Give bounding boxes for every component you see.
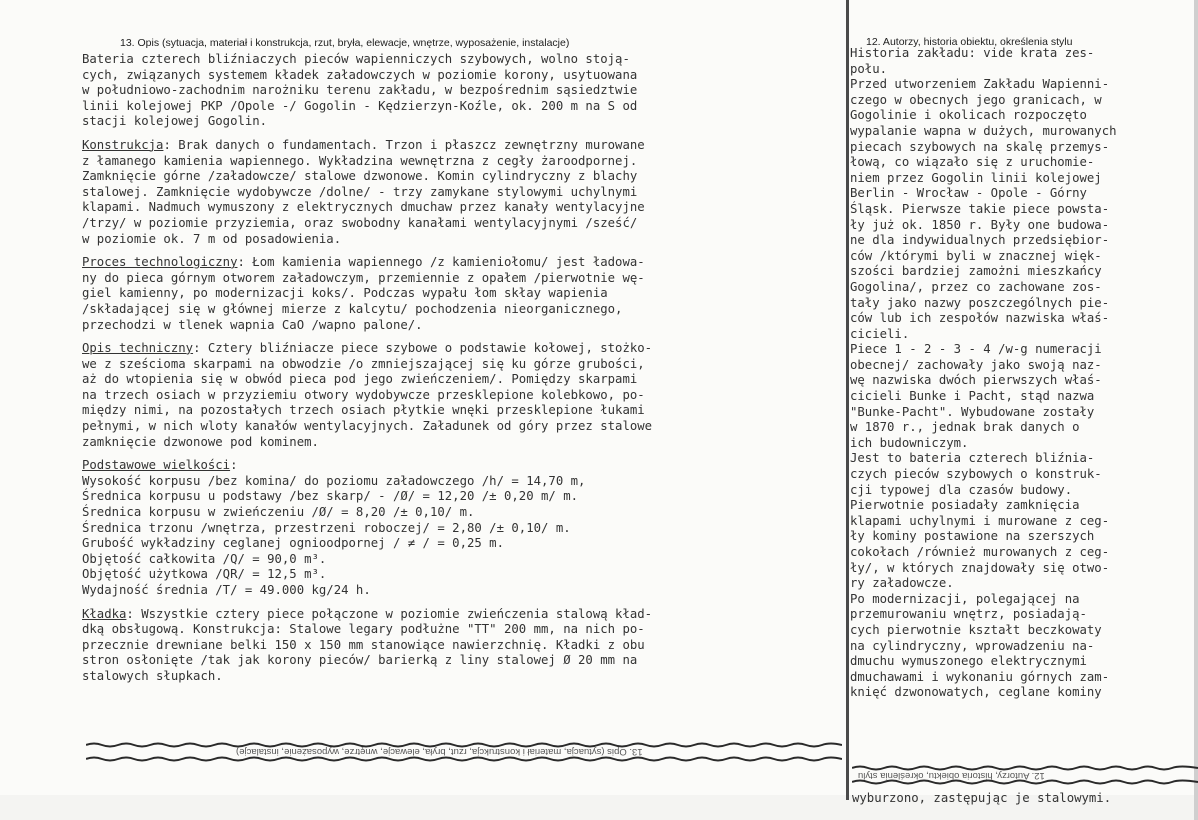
left-footer-band <box>86 740 842 764</box>
text-line: Jest to bateria czterech bliźnia- <box>850 451 1095 466</box>
text-line: Historia zakładu: vide krata zes- <box>850 46 1095 60</box>
paragraph-gap <box>82 450 842 458</box>
text-line: Berlin - Wrocław - Opole - Górny <box>850 186 1087 201</box>
text-line: knięć dzwonowatych, ceglane kominy <box>850 685 1102 700</box>
text-line: szości bardziej zamożni mieszkańcy <box>850 264 1102 279</box>
text-line: pełnymi, w nich wloty kanałów wentylacyjnych. Załadunek od góry przez stalowe <box>82 419 653 434</box>
paragraph-gap <box>82 130 842 138</box>
text-line: cicieli. <box>850 326 910 341</box>
text-line: Średnica korpusu w zwieńczeniu /Ø/ = 8,20 /± 0,10/ m. <box>82 505 475 520</box>
text-line: Bateria czterech bliźniaczych pieców wapienniczych szybowych, wolno stoją- <box>82 52 630 66</box>
description-column <box>82 52 842 685</box>
text-line: linii kolejowej PKP /Opole -/ Gogolin - Kędzierzyn-Koźle, ok. 200 m na S od <box>82 98 638 113</box>
section-heading: Proces technologiczny <box>82 255 238 270</box>
paragraph-gap <box>82 599 842 607</box>
text-line: /trzy/ w poziomie przyziemia, oraz swobodny kanałami wentylacyjnymi /sześć/ <box>82 215 638 230</box>
text-line: Objętość użytkowa /QR/ = 12,5 m³. <box>82 567 327 582</box>
text-line: stalowej. Zamknięcie wydobywcze /dolne/ - trzy zamykane stylowymi uchylnymi <box>82 184 638 199</box>
text-line: piecach szybowych na skalę przemys- <box>850 139 1110 154</box>
history-column <box>850 46 1196 701</box>
text-line: /składającej się w głównej mierze z kalcytu/ pochodzenia nieorganicznego, <box>82 301 623 316</box>
text-line: w poziomie ok. 7 m od posadowienia. <box>82 231 342 246</box>
text-line: Piece 1 - 2 - 3 - 4 /w-g numeracji <box>850 342 1102 357</box>
text-line: "Bunke-Pacht". Wybudowane zostały <box>850 404 1095 419</box>
text-line: Konstrukcja: Brak danych o fundamentach. Trzon i płaszcz zewnętrzny murowane <box>82 137 645 152</box>
text-line: cji typowej dla czasów budowy. <box>850 482 1073 497</box>
right-footer-band <box>852 764 1198 788</box>
text-line: czych pieców szybowych o konstruk- <box>850 467 1102 482</box>
text-line: ry załadowcze. <box>850 576 954 591</box>
text-line: tały jako nazwy poszczególnych pie- <box>850 295 1110 310</box>
paragraph-gap <box>82 247 842 255</box>
text-line: ców /którymi byli w znacznej więk- <box>850 248 1102 263</box>
text-line: wypalanie wapna w dużych, murowanych <box>850 123 1117 138</box>
text-line: między nimi, na pozostałych trzech osiach płytkie wnęki przesklepione łukami <box>82 403 645 418</box>
text-line: Pierwotnie posiadały zamknięcia <box>850 498 1080 513</box>
text-line: Proces technologiczny: Łom kamienia wapiennego /z kamieniołomu/ jest ładowa- <box>82 255 645 270</box>
text-line: ców lub ich zespołów nazwiska właś- <box>850 311 1110 326</box>
text-line: przecznie drewniane belki 150 x 150 mm stanowiące nawierzchnię. Kładki z obu <box>82 637 645 652</box>
text-line: z łamanego kamienia wapiennego. Wykładzina wewnętrzna z cegły żaroodpornej. <box>82 153 638 168</box>
text-line: na trzech osiach w przyziemiu otwory wydobywcze przesklepione kolebkowo, po- <box>82 387 645 402</box>
text-line: ny do pieca górnym otworem załadowczym, przemiennie z opałem /pierwotnie wę- <box>82 270 645 285</box>
text-line: łową, co wiązało się z uruchomie- <box>850 155 1095 170</box>
text-line: Grubość wykładziny ceglanej ognioodpornej / ≠ / = 0,25 m. <box>82 536 504 551</box>
text-line: aż do wtopienia się w obwód pieca pod jego zwieńczeniem/. Pomiędzy skarpami <box>82 372 638 387</box>
description-paragraph <box>82 52 842 130</box>
text-line: w 1870 r., jednak brak danych o <box>850 420 1080 435</box>
description-paragraph <box>82 458 842 598</box>
text-line: Gogolinie i okolicach rozpoczęto <box>850 108 1087 123</box>
text-line: obecnej/ zachowały jako swoją naz- <box>850 357 1102 372</box>
text-line: Kładka: Wszystkie cztery piece połączone w poziomie zwieńczenia stalową kład- <box>82 606 653 621</box>
text-line: na cylindryczny, wprowadzeniu na- <box>850 638 1095 653</box>
section-heading: Opis techniczny <box>82 341 194 356</box>
description-paragraph <box>82 255 842 333</box>
section-heading: Podstawowe wielkości <box>82 458 231 473</box>
text-line: dmuchu wymuszonego elektrycznymi <box>850 654 1087 669</box>
text-line: czego w obecnych jego granicach, w <box>850 92 1102 107</box>
text-line: we z sześcioma skarpami na obwodzie /o zmniejszającej się ku górze grubości, <box>82 356 645 371</box>
text-line: połu. <box>850 61 888 76</box>
text-line: cych pierwotnie kształt beczkowaty <box>850 622 1102 637</box>
text-line: ich budowniczym. <box>850 435 969 450</box>
text-line: Wysokość korpusu /bez komina/ do poziomu załadowczego /h/ = 14,70 m, <box>82 473 586 488</box>
text-line: dką obsługową. Konstrukcja: Stalowe legary podłużne "TT" 200 mm, na nich po- <box>82 622 645 637</box>
text-line: ły/, w których znajdowały się otwo- <box>850 560 1110 575</box>
paragraph-gap <box>82 333 842 341</box>
text-line: ły kominy postawione na szerszych <box>850 529 1095 544</box>
text-line: niem przez Gogolin linii kolejowej <box>850 170 1102 185</box>
text-line: Wydajność średnia /T/ = 49.000 kg/24 h. <box>82 583 371 597</box>
text-line: zamknięcie dzwonowe pod kominem. <box>82 434 319 449</box>
section-heading: Kładka <box>82 606 127 621</box>
text-line: Podstawowe wielkości: <box>82 458 238 473</box>
history-last-line: wyburzono, zastępując je stalowymi. <box>852 791 1112 805</box>
text-line: Średnica trzonu /wnętrza, przestrzeni roboczej/ = 2,80 /± 0,10/ m. <box>82 520 571 535</box>
text-line: ne dla indywidualnych przedsiębior- <box>850 233 1110 248</box>
text-line: Przed utworzeniem Zakładu Wapienni- <box>850 77 1110 92</box>
text-line: cokołach /również murowanych z ceg- <box>850 545 1110 559</box>
text-line: Po modernizacji, polegającej na <box>850 591 1080 606</box>
text-line: stacji kolejowej Gogolin. <box>82 114 268 129</box>
text-line: dmuchawami i wykonaniu górnych zam- <box>850 669 1110 684</box>
text-line: cicieli Bunke i Pacht, stąd nazwa <box>850 389 1095 404</box>
text-line: Zamknięcie górne /załadowcze/ stalowe dzwonowe. Komin cylindryczny z blachy <box>82 169 638 184</box>
text-line: Gogolina/, przez co zachowane zos- <box>850 279 1102 294</box>
description-paragraph <box>82 607 842 685</box>
left-section-header: 13. Opis (sytuacja, materiał i konstrukcja, rzut, bryła, elewacje, wnętrze, wyposażenie, instalacje) <box>120 37 570 49</box>
text-line: przemurowaniu wnętrz, posiadają- <box>850 607 1087 622</box>
right-section-header: 12. Autorzy, historia obiektu, określenia stylu <box>866 36 1073 48</box>
text-line: wę nazwiska dwóch pierwszych właś- <box>850 373 1102 388</box>
text-line: Średnica korpusu u podstawy /bez skarp/ - /Ø/ = 12,20 /± 0,20 m/ m. <box>82 489 579 504</box>
text-line: klapami. Nadmuch wymuszony z elektrycznych dmuchaw przez kanały wentylacyjne <box>82 200 645 215</box>
text-line: stalowych słupkach. <box>82 668 223 683</box>
right-footer-mirrored-text: 12. Autorzy, historia obiektu, określenia stylu <box>858 770 1045 781</box>
left-footer-mirrored-text: 13. Opis (sytuacja, materiał i konstrukcja, rzut, bryła, elewacje, wnętrze, wyposażenie, instalacje) <box>236 746 643 757</box>
section-heading: Konstrukcja <box>82 137 164 152</box>
text-line: w południowo-zachodnim narożniku terenu zakładu, w bezpośrednim sąsiedztwie <box>82 83 638 98</box>
text-line: giel kamienny, po modernizacji koks/. Podczas wypału łom skłay wapienia <box>82 286 608 301</box>
column-divider <box>846 0 849 800</box>
text-line: klapami uchylnymi i murowane z ceg- <box>850 513 1110 528</box>
text-line: Objętość całkowita /Q/ = 90,0 m³. <box>82 551 327 566</box>
description-paragraph <box>82 341 842 450</box>
description-paragraph <box>82 138 842 247</box>
text-line: stron osłonięte /tak jak korony pieców/ barierką z liny stalowej Ø 20 mm na <box>82 653 638 668</box>
text-line: cych, związanych systemem kładek załadowczych w poziomie korony, usytuowana <box>82 67 638 82</box>
text-line: Opis techniczny: Cztery bliźniacze piece szybowe o podstawie kołowej, stożko- <box>82 341 653 356</box>
text-line: przechodzi w tlenek wapnia CaO /wapno palone/. <box>82 317 423 332</box>
text-line: ły już ok. 1850 r. Były one budowa- <box>850 217 1110 232</box>
text-line: Śląsk. Pierwsze takie piece powsta- <box>850 201 1110 216</box>
